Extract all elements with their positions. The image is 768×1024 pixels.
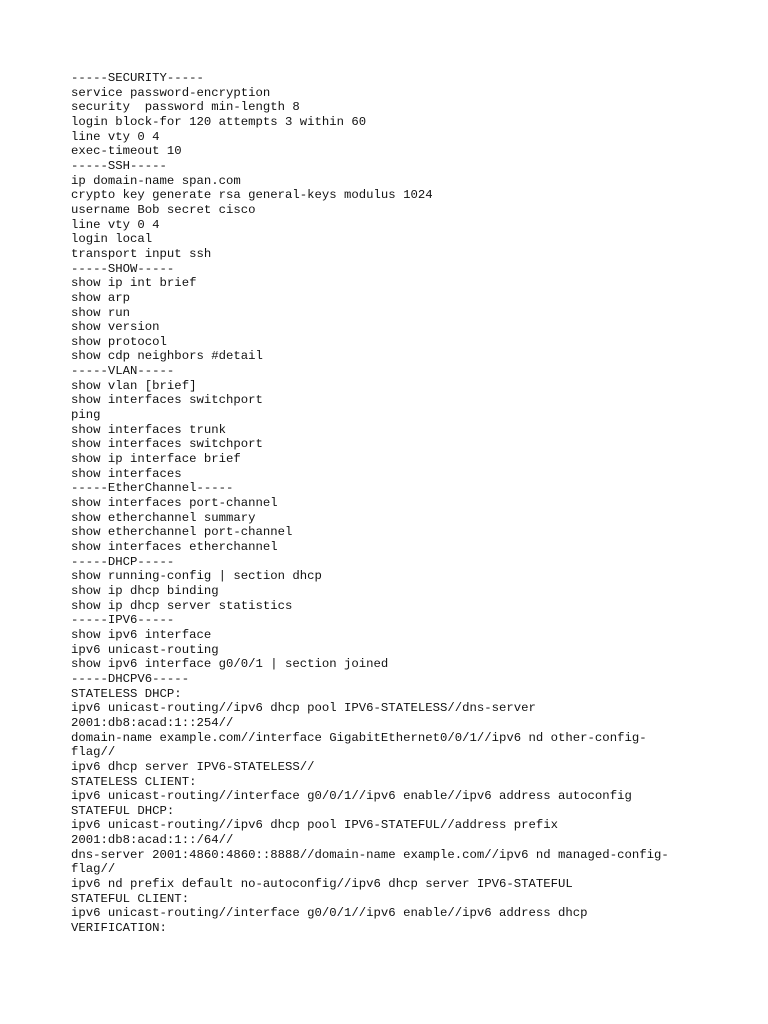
document-line: flag// bbox=[71, 745, 116, 760]
document-line: -----VLAN----- bbox=[71, 364, 175, 379]
document-line: 2001:db8:acad:1::/64// bbox=[71, 833, 234, 848]
document-line: ipv6 nd prefix default no-autoconfig//ipv6 dhcp server IPV6-STATEFUL bbox=[71, 877, 573, 892]
document-line: show cdp neighbors #detail bbox=[71, 349, 263, 364]
document-line: show ip dhcp server statistics bbox=[71, 598, 293, 613]
document-line: -----DHCP----- bbox=[71, 554, 175, 569]
document-line: show arp bbox=[71, 290, 131, 305]
document-line: flag// bbox=[71, 862, 116, 877]
document-body bbox=[71, 71, 711, 936]
document-line: ipv6 unicast-routing//ipv6 dhcp pool IPV6-STATELESS//dns-server bbox=[71, 701, 536, 716]
document-line: show interfaces switchport bbox=[71, 437, 263, 452]
document-line: VERIFICATION: bbox=[71, 921, 167, 936]
document-line: 2001:db8:acad:1::254// bbox=[71, 715, 234, 730]
document-line: show protocol bbox=[71, 334, 167, 349]
document-line: show version bbox=[71, 320, 160, 335]
document-line: exec-timeout 10 bbox=[71, 144, 182, 159]
document-line: show ipv6 interface bbox=[71, 627, 212, 642]
document-line: transport input ssh bbox=[71, 246, 212, 261]
document-line: show ipv6 interface g0/0/1 | section joined bbox=[71, 657, 389, 672]
document-line: -----SHOW----- bbox=[71, 261, 175, 276]
document-line: show interfaces switchport bbox=[71, 393, 263, 408]
document-line: ipv6 unicast-routing//interface g0/0/1//ipv6 enable//ipv6 address dhcp bbox=[71, 906, 588, 921]
document-line: show run bbox=[71, 305, 131, 320]
document-line: STATEFUL CLIENT: bbox=[71, 891, 190, 906]
document-line: show interfaces trunk bbox=[71, 422, 226, 437]
document-line: line vty 0 4 bbox=[71, 217, 160, 232]
document-line: dns-server 2001:4860:4860::8888//domain-name example.com//ipv6 nd managed-config- bbox=[71, 847, 669, 862]
document-line: show vlan [brief] bbox=[71, 378, 197, 393]
document-line: ipv6 unicast-routing//ipv6 dhcp pool IPV6-STATEFUL//address prefix bbox=[71, 818, 559, 833]
document-line: ipv6 dhcp server IPV6-STATELESS// bbox=[71, 759, 315, 774]
document-line: -----IPV6----- bbox=[71, 613, 175, 628]
document-line: ipv6 unicast-routing//interface g0/0/1//ipv6 enable//ipv6 address autoconfig bbox=[71, 789, 632, 804]
document-line: security password min-length 8 bbox=[71, 100, 300, 115]
document-line: -----SECURITY----- bbox=[71, 71, 204, 85]
document-line: show ip int brief bbox=[71, 276, 197, 291]
document-line: ping bbox=[71, 408, 101, 423]
document-line: show interfaces bbox=[71, 466, 182, 481]
document-line: STATEFUL DHCP: bbox=[71, 803, 175, 818]
document-line: -----SSH----- bbox=[71, 158, 167, 173]
document-line: show etherchannel summary bbox=[71, 510, 256, 525]
document-line: show etherchannel port-channel bbox=[71, 525, 293, 540]
document-line: login block-for 120 attempts 3 within 60 bbox=[71, 114, 367, 129]
document-line: -----EtherChannel----- bbox=[71, 481, 234, 496]
document-line: service password-encryption bbox=[71, 85, 271, 100]
document-line: username Bob secret cisco bbox=[71, 202, 256, 217]
document-line: STATELESS CLIENT: bbox=[71, 774, 197, 789]
document-line: show interfaces port-channel bbox=[71, 496, 278, 511]
document-line: line vty 0 4 bbox=[71, 129, 160, 144]
document-line: ip domain-name span.com bbox=[71, 173, 241, 188]
document-line: login local bbox=[71, 232, 153, 247]
document-line: crypto key generate rsa general-keys modulus 1024 bbox=[71, 188, 433, 203]
document-line: ipv6 unicast-routing bbox=[71, 642, 219, 657]
document-line: show ip dhcp binding bbox=[71, 583, 219, 598]
document-line: domain-name example.com//interface GigabitEthernet0/0/1//ipv6 nd other-config- bbox=[71, 730, 647, 745]
document-line: show ip interface brief bbox=[71, 452, 241, 467]
document-line: STATELESS DHCP: bbox=[71, 686, 182, 701]
document-line: show interfaces etherchannel bbox=[71, 540, 278, 554]
document-line: show running-config | section dhcp bbox=[71, 569, 322, 584]
document-line: -----DHCPV6----- bbox=[71, 671, 190, 686]
